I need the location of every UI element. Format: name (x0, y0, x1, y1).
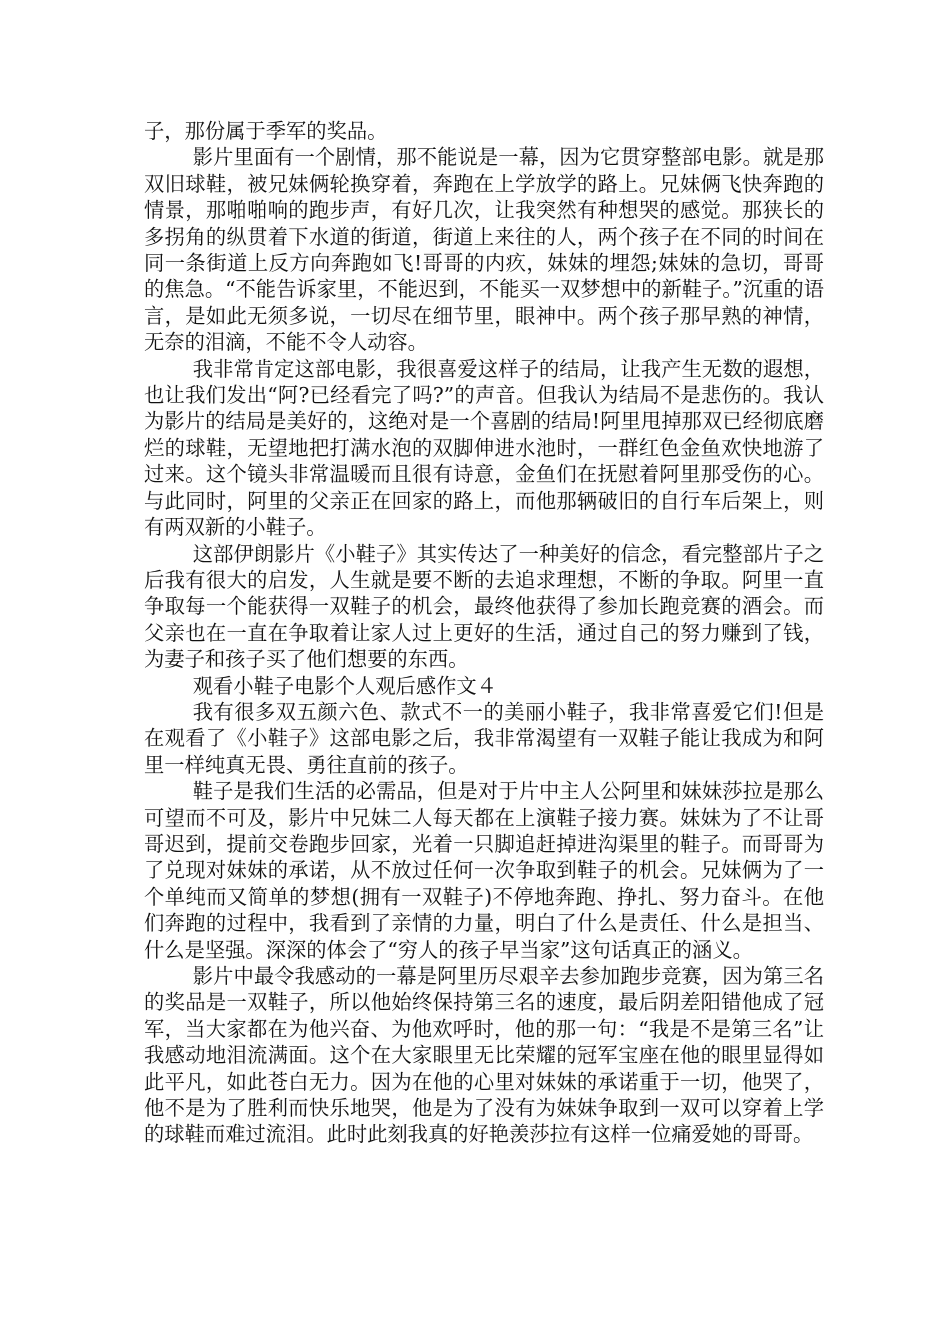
paragraph-continuation: 子，那份属于季军的奖品。 (144, 119, 388, 143)
paragraph-running-shoes: 影片里面有一个剧情，那不能说是一幕，因为它贯穿整部电影。就是那双旧球鞋，被兄妹俩轮换穿着，奔跑在上学放学的路上。兄妹俩飞快奔跑的 情景，那啪啪响的跑步声，有好几次，让我突然有种想哭的感觉。那狭长的多拐角的纵贯着下水道的街道，街道上来往的人，两个孩子在不同的时间在同一条街道上反方向奔跑如飞!哥哥的内疚，妹妹的埋怨;妹妹的急切，哥哥的焦急。“不能告诉家里，不能迟到，不能买一双梦想中的新鞋子。”沉重的语言，是如此无须多说，一切尽在细节里，眼神中。两个孩子那早熟的神情，无奈的泪滴，不能不令人动容。 (144, 145, 824, 355)
section-heading: 观看小鞋子电影个人观后感作文４ (192, 673, 497, 698)
article-body (144, 118, 824, 1148)
paragraph-my-shoes: 我有很多双五颜六色、款式不一的美丽小鞋子，我非常喜爱它们!但是在观看了《小鞋子》这部电影之后，我非常渴望有一双鞋子能让我成为和阿里一样纯真无畏、勇往直前的孩子。 (144, 699, 824, 777)
paragraph-message: 这部伊朗影片《小鞋子》其实传达了一种美好的信念，看完整部片子之后我有很大的启发，人生就是要不断的去追求理想，不断的争取。阿里一直争取每一个能获得一双鞋子的机会，最终他获得了参加长跑竞赛的酒会。而父亲也在一直在争取着让家人过上更好的生活，通过自己的努力赚到了钱，为妻子和孩子买了他们想要的东西。 (144, 541, 824, 672)
paragraph-necessity: 鞋子是我们生活的必需品，但是对于片中主人公阿里和妹妹莎拉是那么可望而不可及，影片中兄妹二人每天都在上演鞋子接力赛。妹妹为了不让哥哥迟到，提前交卷跑步回家，光着一只脚追赶掉进沟渠里的鞋子。而哥哥为了兑现对妹妹的承诺，从不放过任何一次争取到鞋子的机会。兄妹俩为了一个单纯而又简单的梦想(拥有一双鞋子)不停地奔跑、挣扎、努力奋斗。在他们奔跑的过程中，我看到了亲情的力量，明白了什么是责任、什么是担当、什么是坚强。深深的体会了“穷人的孩子早当家”这句话真正的涵义。 (144, 779, 824, 962)
paragraph-ending: 我非常肯定这部电影，我很喜爱这样子的结局，让我产生无数的遐想，也让我们发出“阿?已经看完了吗?”的声音。但我认为结局不是悲伤的。我认为影片的结局是美好的，这绝对是一个喜剧的结局!阿里甩掉那双已经彻底磨烂的球鞋，无望地把打满水泡的双脚伸进水池时，一群红色金鱼欢快地游了过来。这个镜头非常温暖而且很有诗意，金鱼们在抚慰着阿里那受伤的心。与此同时，阿里的父亲正在回家的路上，而他那辆破旧的自行车后架上，则有两双新的小鞋子。 (144, 356, 824, 540)
paragraph-race: 影片中最令我感动的一幕是阿里历尽艰辛去参加跑步竞赛，因为第三名的奖品是一双鞋子，所以他始终保持第三名的速度，最后阴差阳错他成了冠军，当大家都在为他兴奋、为他欢呼时，他的那一句：“我是不是第三名”让我感动地泪流满面。这个在大家眼里无比荣耀的冠军宝座在他的眼里显得如此平凡，如此苍白无力。因为在他的心里对妹妹的承诺重于一切，他哭了，他不是为了胜利而快乐地哭，他是为了没有为妹妹争取到一双可以穿着上学的球鞋而难过流泪。此时此刻我真的好艳羡莎拉有这样一位痛爱她的哥哥。 (144, 964, 824, 1147)
